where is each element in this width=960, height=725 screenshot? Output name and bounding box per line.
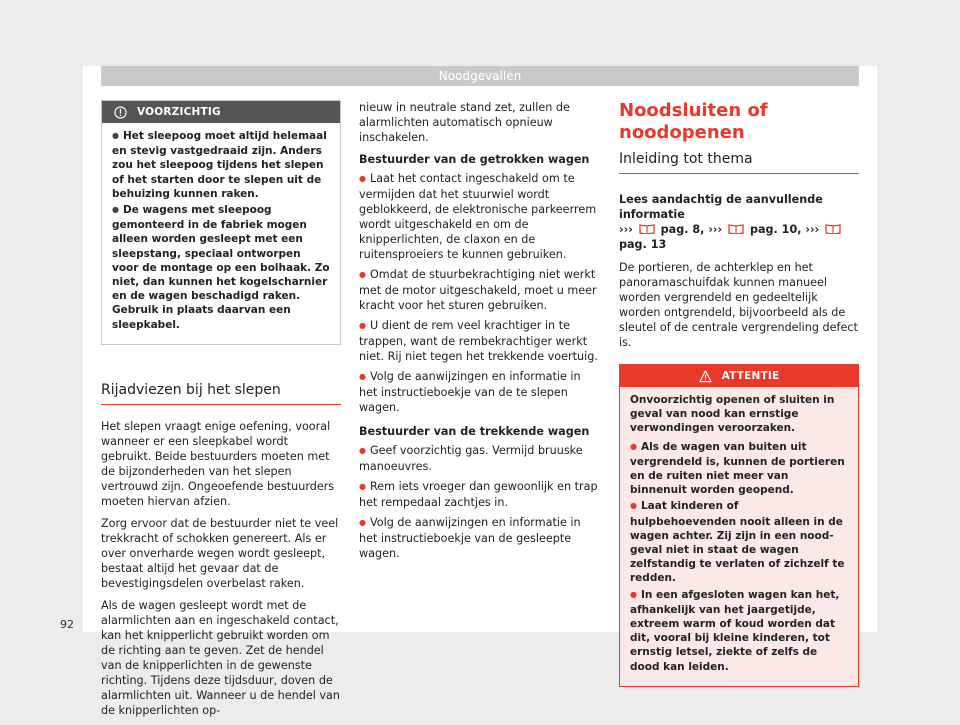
attention-box bbox=[619, 364, 859, 687]
paragraph: Het slepen vraagt enige oefening, vooral wanneer er een sleepkabel wordt gebruikt. Beide bestuurders moeten met de bijzonderheden van het slepen vertrouwd zijn. Ongeoefende bestuurders moeten hiervan afzien. bbox=[101, 419, 335, 508]
attention-bullet: ● Laat kinderen of hulpbehoevenden nooit alleen in de wagen achter. Zij zijn in een noodgeval niet in staat de wagen zelfstandig te verlaten of zichzelf te redden. bbox=[630, 499, 848, 585]
warning-bullet: ● Het sleepoog moet altijd helemaal en stevig vastgedraaid zijn. Anders zou het sleepoog tijdens het slepen of het starten door te slepen uit de behuizing kunnen raken. bbox=[112, 129, 330, 201]
warning-bullet: ● De wagens met sleepoog gemonteerd in de fabriek mogen alleen worden gesleept met een sleepstang, speciaal ontworpen voor de montage op een bolhaak. Zo niet, dan kunnen het kogelscharnier en de wagen beschadigd raken. Gebruik in plaats daarvan een sleepkabel. bbox=[112, 203, 330, 332]
towing-driver-heading: Bestuurder van de trekkende wagen bbox=[359, 425, 590, 438]
warning-box-label: VOORZICHTIG bbox=[137, 105, 221, 118]
page-ref-link[interactable]: pag. 13 bbox=[619, 238, 667, 251]
warning-triangle-icon bbox=[699, 370, 712, 383]
attention-box-body bbox=[620, 387, 858, 686]
section-title-emergency: Noodsluiten of noodopenen bbox=[619, 100, 768, 143]
attention-box-label: ATTENTIE bbox=[721, 369, 780, 382]
attention-intro: Onvoorzichtig openen of sluiten in geval van nood kan ernstige verwondingen veroorzaken. bbox=[630, 394, 835, 435]
section-title-towing-tips: Rijadviezen bij het slepen bbox=[101, 383, 341, 405]
warning-box-body bbox=[102, 123, 340, 344]
warning-box-header bbox=[102, 101, 340, 123]
book-icon bbox=[728, 223, 744, 234]
list-item: ● Laat het contact ingeschakeld om te vermijden dat het stuurwiel wordt geblokkeerd, de elektronische parkeerrem wordt uitgeschakeld en om de knipperlichten, de claxon en de ruitensproeiers te kunnen gebruiken. bbox=[359, 171, 599, 262]
references: Lees aandachtig de aanvullende informatie ››› pag. 8, ››› pag. 10, ››› pag. 13 bbox=[619, 192, 859, 252]
paragraph: Als de wagen gesleept wordt met de alarmlichten aan en ingeschakeld contact, kan het knipperlicht gebruikt worden om de richting aan te geven. Zet de hendel van de knipperlichten in de gewenste richting. Tijdens deze tijdsduur, doven de alarmlichten uit. Wanneer u de hendel van de knipperlichten op- bbox=[101, 598, 340, 717]
paragraph: De portieren, de achterklep en het panoramaschuifdak kunnen manueel worden vergrendeld en gedeeltelijk worden ontgrendeld, bijvoorbeeld als de sleutel of de centrale vergrendeling defect is. bbox=[619, 261, 858, 349]
list-item: ● Rem iets vroeger dan gewoonlijk en trap het rempedaal zachtjes in. bbox=[359, 479, 599, 510]
book-icon bbox=[639, 223, 655, 234]
column-3 bbox=[619, 100, 859, 687]
list-item: ● Omdat de stuurbekrachtiging niet werkt met de motor uitgeschakeld, moet u meer kracht voor het sturen gebruiken. bbox=[359, 267, 599, 313]
subsection-title: Inleiding tot thema bbox=[619, 152, 859, 174]
page-ref-link[interactable]: pag. 8, bbox=[660, 223, 705, 236]
page-number: 92 bbox=[60, 618, 74, 631]
book-icon bbox=[825, 223, 841, 234]
list-item: ● Geef voorzichtig gas. Vermijd bruuske manoeuvres. bbox=[359, 443, 599, 474]
list-item: ● Volg de aanwijzingen en informatie in het instructieboekje van de gesleepte wagen. bbox=[359, 515, 599, 561]
towed-driver-heading: Bestuurder van de getrokken wagen bbox=[359, 153, 590, 166]
warning-box bbox=[101, 100, 341, 345]
page-ref-link[interactable]: pag. 10, bbox=[749, 223, 802, 236]
paragraph: Zorg ervoor dat de bestuurder niet te veel trekkracht of schokken genereert. Als er over onverharde wegen wordt gesleept, bestaat altijd het gevaar dat de bevestigingsdelen overbelast raken. bbox=[101, 516, 339, 590]
info-circle-icon bbox=[114, 106, 127, 119]
column-1 bbox=[101, 100, 341, 725]
paragraph: nieuw in neutrale stand zet, zullen de alarmlichten automatisch opnieuw inschakelen. bbox=[359, 101, 570, 144]
chapter-header: Noodgevallen bbox=[101, 66, 859, 86]
list-item: ● U dient de rem veel krachtiger in te trappen, want de rembekrachtiger werkt niet. Rij niet tegen het trekkende voertuig. bbox=[359, 318, 599, 364]
column-2 bbox=[359, 100, 599, 566]
list-item: ● Volg de aanwijzingen en informatie in het instructieboekje van de te slepen wagen. bbox=[359, 369, 599, 415]
attention-box-header bbox=[620, 365, 858, 387]
attention-bullet: ● In een afgesloten wagen kan het, afhankelijk van het jaargetijde, extreem warm of koud worden dat dit, vooral bij kleine kinderen, tot ernstig letsel, ziekte of zelfs de dood kan leiden. bbox=[630, 588, 848, 674]
attention-bullet: ● Als de wagen van buiten uit vergrendeld is, kunnen de portieren en de ruiten niet meer van binnenuit worden geopend. bbox=[630, 440, 848, 498]
